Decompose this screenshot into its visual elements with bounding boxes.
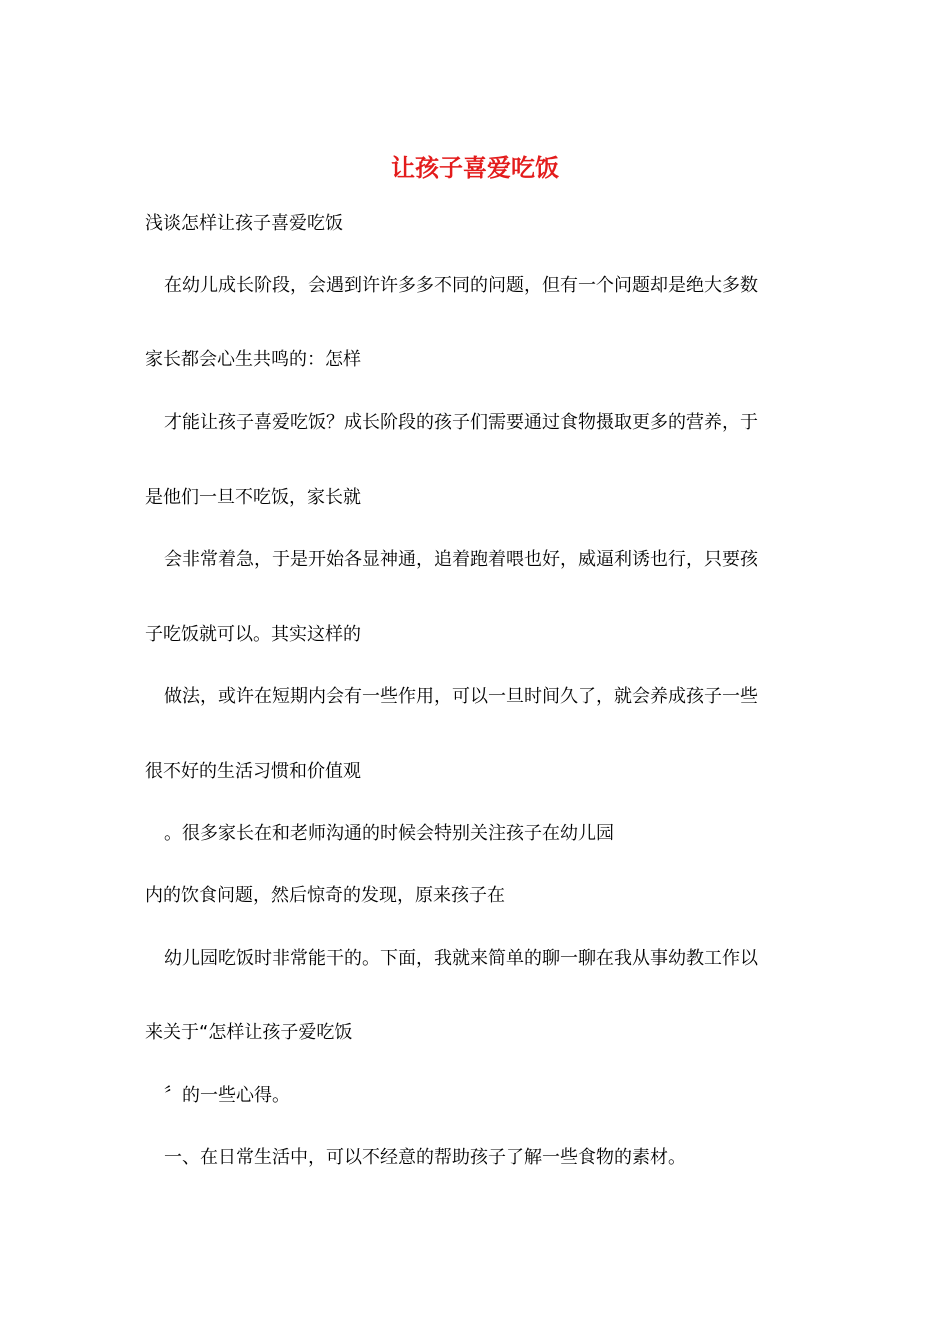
paragraph-line: 来关于“怎样让孩子爱吃饭 [145, 1022, 353, 1043]
paragraph-line: 子吃饭就可以。其实这样的 [145, 624, 361, 645]
paragraph-line: 在幼儿成长阶段，会遇到许许多多不同的问题，但有一个问题却是绝大多数 [164, 275, 758, 296]
subtitle-line: 浅谈怎样让孩子喜爱吃饭 [145, 213, 343, 234]
paragraph-line: 才能让孩子喜爱吃饭？成长阶段的孩子们需要通过食物摄取更多的营养，于 [164, 412, 758, 433]
paragraph-line: 是他们一旦不吃饭，家长就 [145, 487, 361, 508]
document-title: 让孩子喜爱吃饭 [391, 153, 559, 182]
paragraph-line: 做法，或许在短期内会有一些作用，可以一旦时间久了，就会养成孩子一些 [164, 686, 758, 707]
paragraph-line: 幼儿园吃饭时非常能干的。下面，我就来简单的聊一聊在我从事幼教工作以 [164, 948, 758, 969]
paragraph-line: 。很多家长在和老师沟通的时候会特别关注孩子在幼儿园 [164, 823, 614, 844]
paragraph-line: 内的饮食问题，然后惊奇的发现，原来孩子在 [145, 885, 505, 906]
paragraph-line: 家长都会心生共鸣的：怎样 [145, 349, 361, 370]
section-heading-line: 一、在日常生活中，可以不经意的帮助孩子了解一些食物的素材。 [164, 1147, 686, 1168]
paragraph-line: 会非常着急，于是开始各显神通，追着跑着喂也好，威逼利诱也行，只要孩 [164, 549, 758, 570]
paragraph-line: 〞的一些心得。 [164, 1085, 290, 1106]
paragraph-line: 很不好的生活习惯和价值观 [145, 761, 361, 782]
